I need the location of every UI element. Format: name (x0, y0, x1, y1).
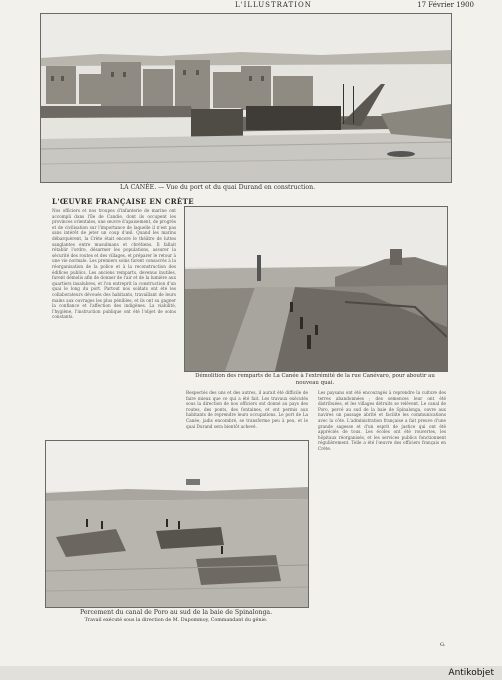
middle-caption: Démolition des remparts de La Canée à l'extrémité de la rue Canévaro, pour aboutir au nouveau quai. (195, 373, 435, 386)
article-title: L'ŒUVRE FRANÇAISE EN CRÈTE (52, 197, 195, 206)
left-column-text: Nos officiers et nos troupes d'infanterie de marine ont accompli dans l'île de Candie, dont ils occupent les provinces orientales, une œuvre d'apaisement, de progrès et de civilisation sur l'importance de laquelle il n'est pas sans intérêt de jeter un coup d'œil. Quand les marins débarquèrent, la Crète était encore le théâtre de luttes sanglantes entre musulmans et chrétiens. Il fallait rétablir l'ordre, désarmer les populations, assurer la sécurité des routes et des villages, et préparer le retour à une vie normale. Les premiers soins furent consacrés à la réorganisation de la police et à la reconstruction des édifices publics. Les anciens remparts, devenus inutiles, furent démolis afin de donner de l'air et de la lumière aux quartiers insalubres, et l'on entreprit la construction d'un quai le long du port. Partout nos soldats ont été les collaborateurs dévoués des habitants, travaillant de leurs mains aux ouvrages les plus pénibles, et ils ont su gagner la confiance et l'affection des indigènes. La viabilité, l'hygiène, l'instruction publique ont été l'objet de soins constants. (52, 208, 176, 320)
canal-engraving (45, 440, 309, 608)
publication-name: L'ILLUSTRATION (235, 1, 312, 9)
harbor-engraving (40, 13, 452, 183)
watermark: Antikobjet (448, 668, 494, 678)
footer-strip (0, 666, 502, 680)
page-header (40, 1, 474, 11)
top-caption: LA CANÉE. — Vue du port et du quai Durand en construction. (120, 184, 316, 191)
issue-date: 17 Février 1900 (417, 1, 474, 9)
rampart-engraving (184, 206, 448, 372)
bottom-caption: Percement du canal de Poro au sud de la baie de Spinalonga. (79, 609, 273, 616)
middle-column-text: Respectés des uns et des autres, il aurait été difficile de faire mieux que ce qui a été fait. Les travaux exécutés sous la direction de nos officiers ont donné au pays des routes, des ponts, des fontaines, et ont permis aux habitants de reprendre leurs occupations. Le port de La Canée, jadis encombré, se transforme peu à peu, et le quai Durand sera bientôt achevé. (186, 390, 308, 429)
author-signature: G. (440, 642, 446, 648)
bottom-subcaption: Travail exécuté sous la direction de M. Dupommoy, Commandant du génie. (84, 618, 268, 623)
right-column-text: Les paysans ont été encouragés à reprendre la culture des terres abandonnées ; des semences leur ont été distribuées, et les villages détruits se relèvent. Le canal de Poro, percé au sud de la baie de Spinalonga, ouvre aux navires un passage abrité et facilite les communications avec la côte. L'administration française a fait preuve d'une grande sagesse et d'un esprit de justice qui ont été appréciés de tous. Les écoles ont été rouvertes, les hôpitaux réorganisés, et les services publics fonctionnent régulièrement. Telle a été l'œuvre des officiers français en Crète. (318, 390, 446, 451)
